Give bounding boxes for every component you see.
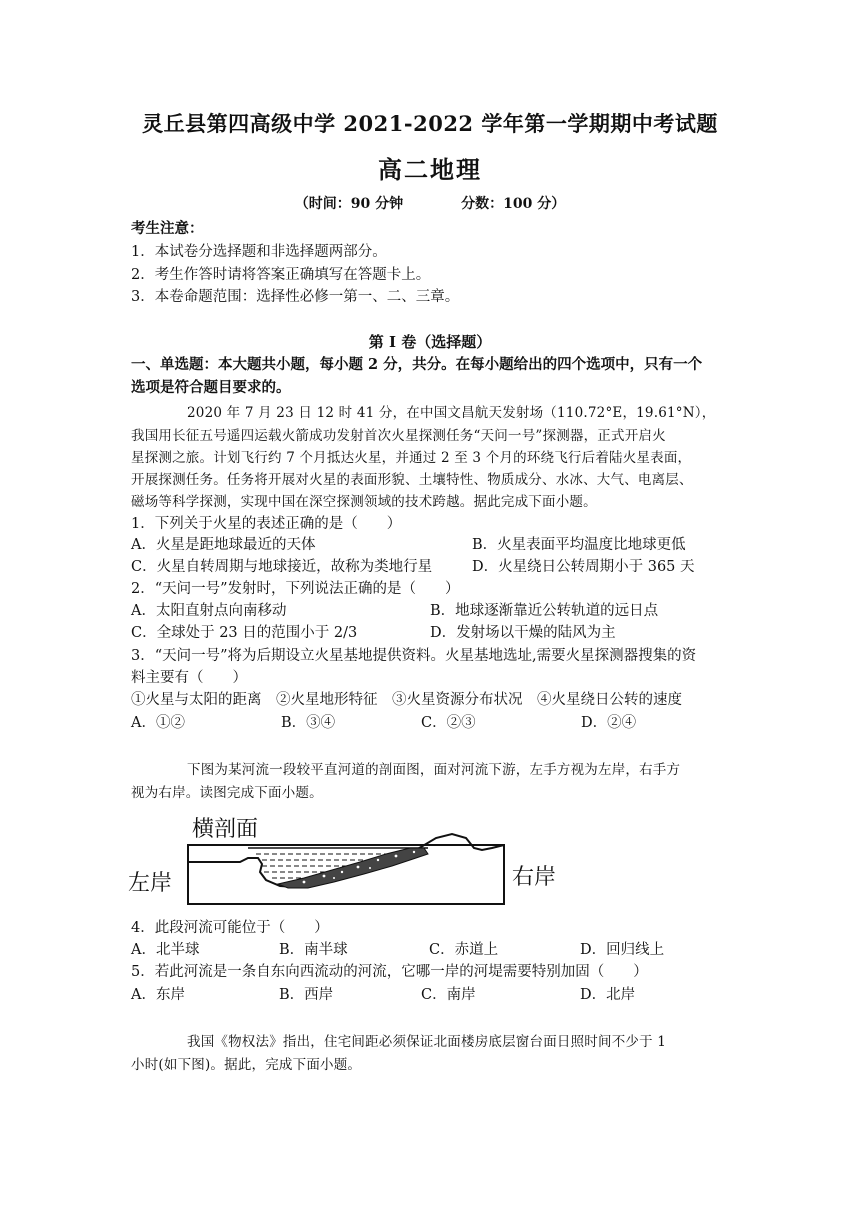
section-instruction: 一、单选题：本大题共小题，每小题 2 分，共分。在每小题给出的四个选项中，只有一个 [131,356,703,373]
option-b: B．火星表面平均温度比地球更低 [472,537,686,553]
option-c: C．赤道上 [429,942,499,958]
option-a: A．①② [131,715,185,731]
option-a: A．东岸 [131,987,185,1003]
option-b: B．南半球 [279,942,348,958]
exam-time: （时间：90 分钟 [294,196,404,212]
passage-line: 下图为某河流一段较平直河道的剖面图，面对河流下游，左手方视为左岸，右手方 [187,762,681,778]
notice-heading: 考生注意： [131,220,204,237]
passage-line: 2020 年 7 月 23 日 12 时 41 分，在中国文昌航天发射场（110.72°E，19.61°N）， [187,405,716,421]
question-items: ①火星与太阳的距离 ②火星地形特征 ③火星资源分布状况 ④火星绕日公转的速度 [131,692,682,708]
option-d: D．②④ [581,715,637,731]
option-d: D．发射场以干燥的陆风为主 [430,625,616,641]
figure-left-bank-label: 左岸 [128,871,173,896]
question-stem: 3．“天问一号”将为后期设立火星基地提供资料。火星基地选址,需要火星探测器搜集的资 [131,648,697,664]
question-stem: 4．此段河流可能位于（ ） [131,920,329,936]
river-cross-section-figure [128,812,573,914]
option-c: C．火星自转周期与地球接近，故称为类地行星 [131,559,433,575]
question-stem: 2．“天问一号”发射时，下列说法正确的是（ ） [131,581,460,597]
notice-item: 2．考生作答时请将答案正确填写在答题卡上。 [131,267,431,283]
question-stem: 5．若此河流是一条自东向西流动的河流，它哪一岸的河堤需要特别加固（ ） [131,964,648,980]
option-d: D．回归线上 [580,942,665,958]
figure-title: 横剖面 [192,817,259,842]
question-stem: 1．下列关于火星的表述正确的是（ ） [131,516,402,532]
option-b: B．③④ [281,715,336,731]
notice-item: 3．本卷命题范围：选择性必修一第一、二、三章。 [131,289,460,305]
option-b: B．西岸 [279,987,334,1003]
passage-line: 星探测之旅。计划飞行约 7 个月抵达火星，并通过 2 至 3 个月的环绕飞行后着陆火星表面， [131,450,692,466]
section-title: 第 I 卷（选择题） [368,333,492,351]
passage-line: 开展探测任务。任务将开展对火星的表面形貌、土壤特性、物质成分、水冰、大气、电离层、 [131,472,693,488]
exam-subject: 高二地理 [378,155,482,184]
section-instruction: 选项是符合题目要求的。 [131,379,291,396]
passage-line: 视为右岸。读图完成下面小题。 [131,785,323,801]
passage-line: 我国用长征五号遥四运载火箭成功发射首次火星探测任务“天问一号”探测器，正式开启火 [131,428,666,444]
option-a: A．北半球 [131,942,200,958]
figure-right-bank-label: 右岸 [512,865,557,890]
option-c: C．全球处于 23 日的范围小于 2/3 [131,625,358,641]
notice-item: 1．本试卷分选择题和非选择题两部分。 [131,244,387,260]
option-c: C．南岸 [421,987,476,1003]
option-a: A．太阳直射点向南移动 [131,603,287,619]
passage-line: 我国《物权法》指出，住宅间距必须保证北面楼房底层窗台面日照时间不少于 1 [187,1034,667,1050]
option-b: B．地球逐渐靠近公转轨道的远日点 [430,603,659,619]
passage-line: 磁场等科学探测，实现中国在深空探测领域的技术跨越。据此完成下面小题。 [131,494,597,510]
option-c: C．②③ [421,715,476,731]
exam-score: 分数：100 分） [461,196,566,212]
option-d: D．北岸 [580,987,636,1003]
passage-line: 小时(如下图)。据此，完成下面小题。 [131,1057,362,1073]
exam-title: 灵丘县第四高级中学 2021-2022 学年第一学期期中考试题 [142,111,718,136]
option-d: D．火星绕日公转周期小于 365 天 [472,559,695,575]
option-a: A．火星是距地球最近的天体 [131,537,316,553]
question-stem: 料主要有（ ） [131,670,247,686]
exam-info [0,194,860,214]
